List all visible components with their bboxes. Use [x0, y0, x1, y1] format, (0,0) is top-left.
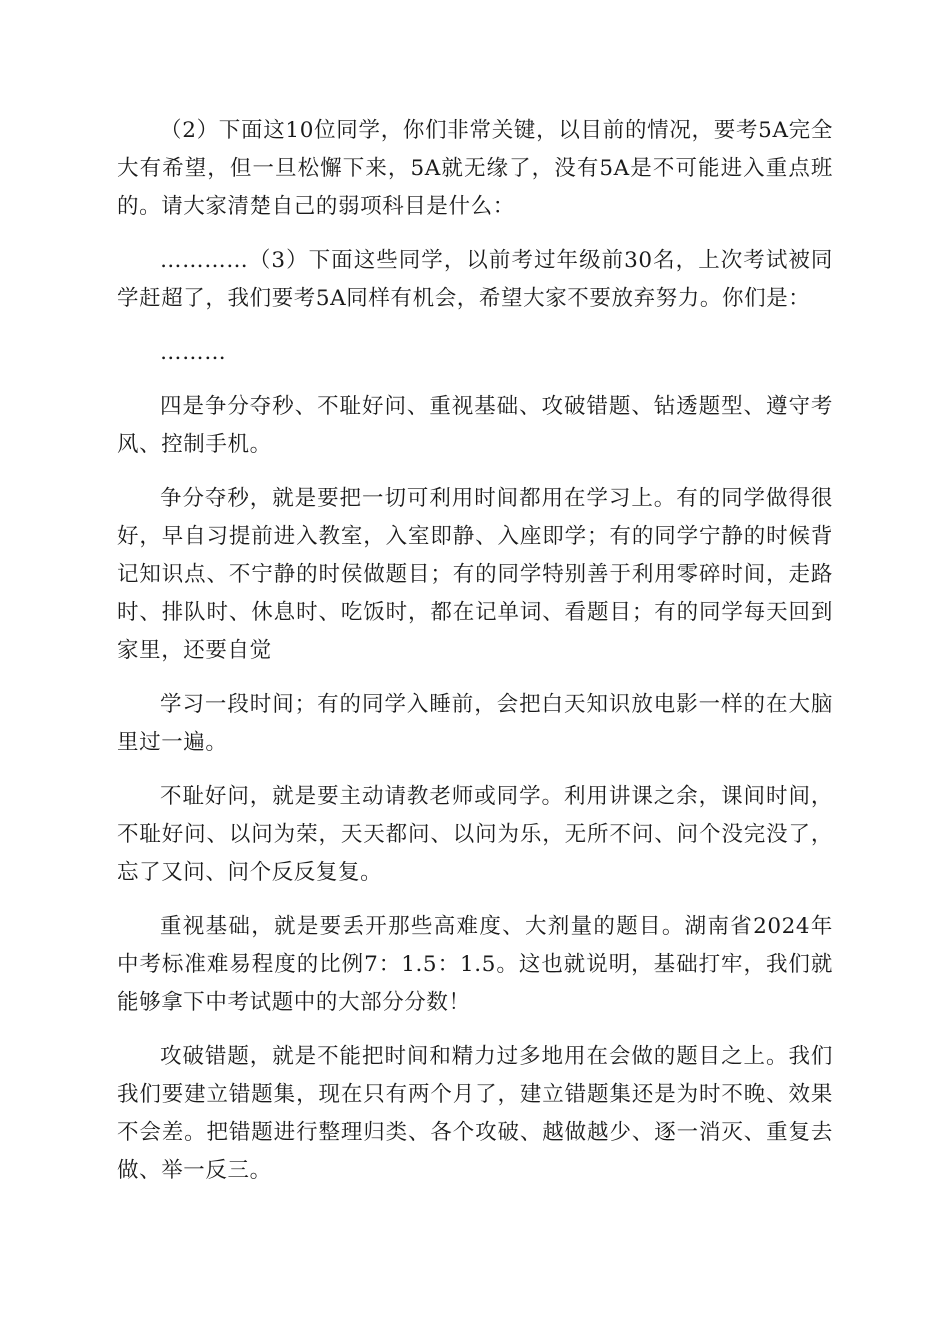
paragraph-key-students: （2）下面这10位同学，你们非常关键，以目前的情况，要考5A完全大有希望，但一旦松懈下来，5A就无缘了，没有5A是不可能进入重点班的。请大家清楚自己的弱项科目是什么： — [117, 118, 833, 219]
paragraph-ask-questions: 不耻好问，就是要主动请教老师或同学。利用讲课之余，课间时间，不耻好问、以问为荣，天天都问、以问为乐，无所不问、问个没完没了，忘了又问、问个反反复复。 — [117, 784, 833, 885]
paragraph-basics: 重视基础，就是要丢开那些高难度、大剂量的题目。湖南省2024年中考标准难易程度的比例7：1.5：1.5。这也就说明，基础打牢，我们就能够拿下中考试题中的大部分分数！ — [117, 914, 833, 1015]
paragraph-ellipsis: ……… — [160, 340, 227, 365]
paragraph-study-period: 学习一段时间；有的同学入睡前，会把白天知识放电影一样的在大脑里过一遍。 — [117, 692, 833, 755]
paragraph-point-four: 四是争分夺秒、不耻好问、重视基础、攻破错题、钻透题型、遵守考风、控制手机。 — [117, 394, 833, 457]
paragraph-seize-time: 争分夺秒，就是要把一切可利用时间都用在学习上。有的同学做得很好，早自习提前进入教室，入室即静、入座即学；有的同学宁静的时候背记知识点、不宁静的时侯做题目；有的同学特别善于利用零碎时间，走路时、排队时、休息时、吃饭时，都在记单词、看题目；有的同学每天回到家里，还要自觉 — [117, 486, 833, 663]
paragraph-wrong-questions: 攻破错题，就是不能把时间和精力过多地用在会做的题目之上。我们我们要建立错题集，现在只有两个月了，建立错题集还是为时不晚、效果不会差。把错题进行整理归类、各个攻破、越做越少、逐一消灭、重复去做、举一反三。 — [117, 1044, 833, 1183]
paragraph-former-top30: …………（3）下面这些同学，以前考过年级前30名，上次考试被同学赶超了，我们要考5A同样有机会，希望大家不要放弃努力。你们是： — [117, 248, 833, 311]
document-body — [117, 112, 833, 1206]
